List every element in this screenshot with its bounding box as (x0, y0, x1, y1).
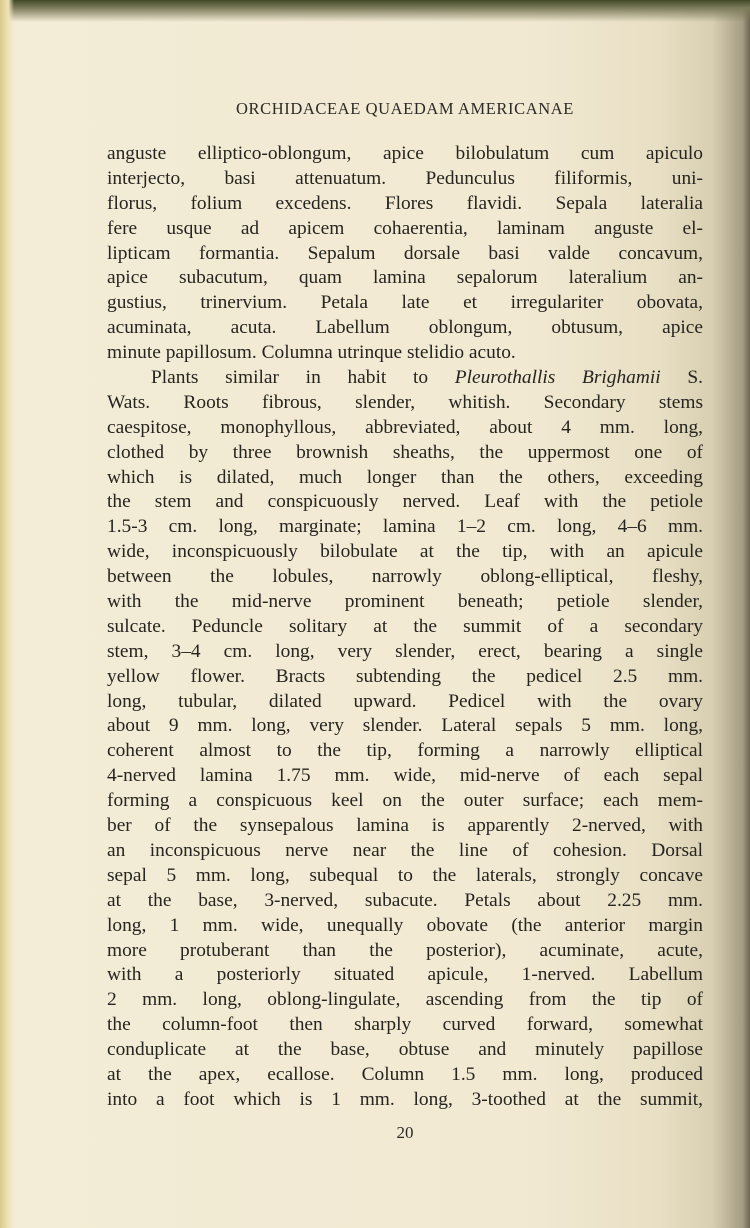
text-line: coherent almost to the tip, forming a narrowly elliptical (107, 740, 703, 762)
text-line: fere usque ad apicem cohaerentia, laminam anguste el- (107, 217, 703, 239)
text-run: S. (660, 367, 703, 389)
text-line: apice subacutum, quam lamina sepalorum lateralium an- (107, 267, 703, 289)
text-line: yellow flower. Bracts subtending the pedicel 2.5 mm. (107, 665, 703, 687)
text-line: interjecto, basi attenuatum. Pedunculus filiformis, uni- (107, 167, 703, 189)
species-name: Pleurothallis Brighamii (454, 367, 661, 389)
text-line: about 9 mm. long, very slender. Lateral sepals 5 mm. long, (107, 715, 703, 737)
text-line: lipticam formantia. Sepalum dorsale basi valde concavum, (107, 242, 703, 264)
text-line: conduplicate at the base, obtuse and minutely papillose (107, 1039, 703, 1061)
english-paragraph (107, 366, 703, 1113)
text-line: which is dilated, much longer than the others, exceeding (107, 466, 703, 488)
text-line: florus, folium excedens. Flores flavidi. Sepala lateralia (107, 192, 703, 214)
text-line: wide, inconspicuously bilobulate at the tip, with an apicule (107, 541, 703, 563)
text-line: an inconspicuous nerve near the line of cohesion. Dorsal (107, 839, 703, 861)
text-line: 1.5-3 cm. long, marginate; lamina 1–2 cm. long, 4–6 mm. (107, 516, 703, 538)
text-line: ber of the synsepalous lamina is apparently 2-nerved, with (107, 815, 703, 837)
body-text (107, 142, 703, 1113)
text-line: long, tubular, dilated upward. Pedicel with the ovary (107, 690, 703, 712)
text-run: Plants similar in habit to (151, 367, 455, 389)
text-line: the column-foot then sharply curved forward, somewhat (107, 1014, 703, 1036)
text-line: minute papillosum. Columna utrinque stelidio acuto. (107, 342, 516, 364)
text-line: sulcate. Peduncle solitary at the summit of a secondary (107, 615, 703, 637)
text-line: the stem and conspicuously nerved. Leaf with the petiole (107, 491, 703, 513)
text-line: long, 1 mm. wide, unequally obovate (the anterior margin (107, 914, 703, 936)
text-line: forming a conspicuous keel on the outer surface; each mem- (107, 790, 703, 812)
text-line: with a posteriorly situated apicule, 1-nerved. Labellum (107, 964, 703, 986)
text-line: anguste elliptico-oblongum, apice bilobulatum cum apiculo (107, 143, 703, 164)
text-line: into a foot which is 1 mm. long, 3-toothed at the summit, (107, 1088, 703, 1110)
text-line: at the apex, ecallose. Column 1.5 mm. long, produced (107, 1063, 703, 1085)
latin-paragraph (107, 142, 703, 366)
text-line: stem, 3–4 cm. long, very slender, erect, bearing a single (107, 640, 703, 662)
text-line-first (107, 366, 703, 391)
text-line: acuminata, acuta. Labellum oblongum, obtusum, apice (107, 317, 703, 339)
text-line: gustius, trinervium. Petala late et irregulariter obovata, (107, 292, 703, 314)
text-line: Wats. Roots fibrous, slender, whitish. Secondary stems (107, 391, 703, 413)
text-line: sepal 5 mm. long, subequal to the laterals, strongly concave (107, 864, 703, 886)
text-line: at the base, 3-nerved, subacute. Petals about 2.25 mm. (107, 889, 703, 911)
text-line: 4-nerved lamina 1.75 mm. wide, mid-nerve of each sepal (107, 765, 703, 787)
running-head: ORCHIDACEAE QUAEDAM AMERICANAE (236, 99, 574, 118)
page-top-shadow (0, 0, 750, 22)
page-number: 20 (396, 1123, 414, 1142)
text-line: 2 mm. long, oblong-lingulate, ascending from the tip of (107, 989, 703, 1011)
text-line: caespitose, monophyllous, abbreviated, about 4 mm. long, (107, 416, 703, 438)
text-line: with the mid-nerve prominent beneath; petiole slender, (107, 591, 703, 613)
text-line: clothed by three brownish sheaths, the uppermost one of (107, 441, 703, 463)
page-left-edge (0, 0, 14, 1228)
text-line: more protuberant than the posterior), acuminate, acute, (107, 939, 703, 961)
text-line: between the lobules, narrowly oblong-elliptical, fleshy, (107, 566, 703, 588)
